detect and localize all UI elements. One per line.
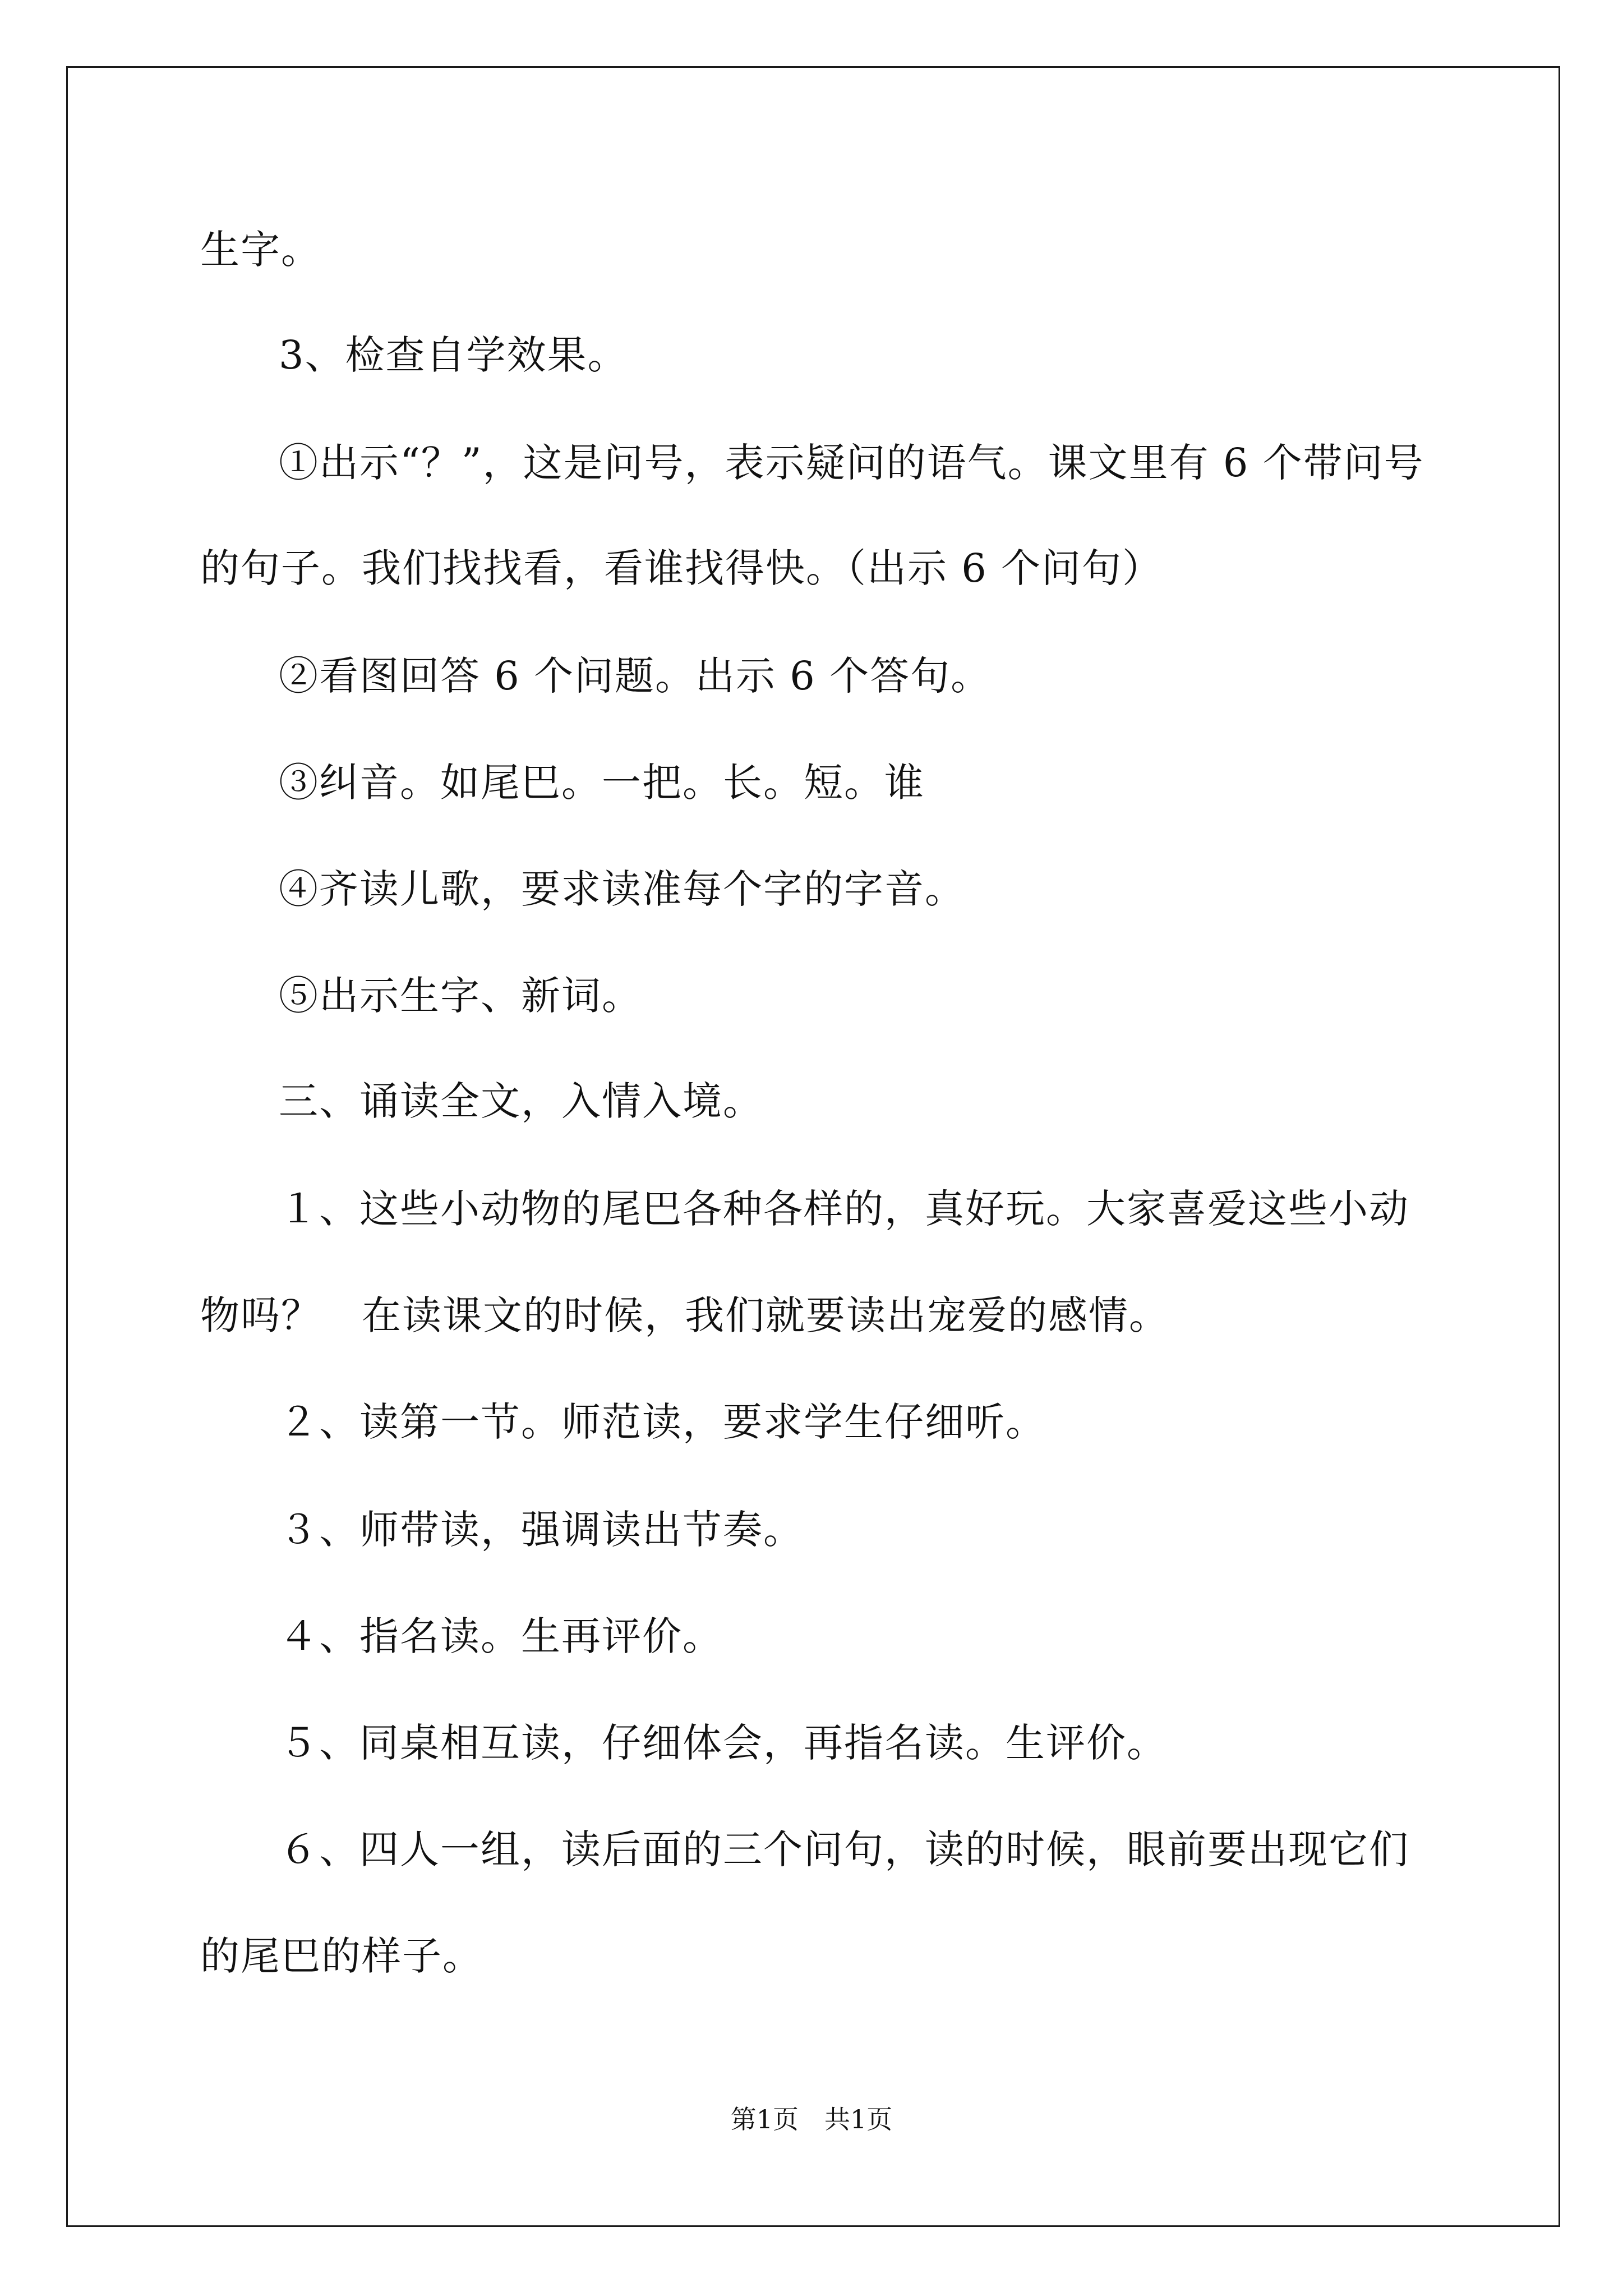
text-line: ③纠音。如尾巴。一把。长。短。谁: [279, 760, 925, 806]
text-line: 三、诵读全文，入情入境。: [279, 1078, 763, 1124]
text-line: ①出示“？”，这是问号，表示疑问的语气。课文里有 6 个带问号: [279, 440, 1424, 486]
text-line: 的尾巴的样子。: [200, 1933, 483, 1979]
text-line: ４、指名读。生再评价。: [279, 1613, 723, 1659]
text-line: ⑤出示生字、新词。: [279, 973, 642, 1019]
page-border: [66, 66, 1560, 2227]
text-line: ３、师带读，强调读出节奏。: [279, 1507, 804, 1553]
text-line: 的句子。我们找找看，看谁找得快。（出示 6 个问句）: [200, 545, 1163, 591]
page-footer: 第1页 共1页: [730, 2104, 893, 2134]
text-line: 物吗？ 在读课文的时候，我们就要读出宠爱的感情。: [200, 1292, 1169, 1338]
text-line: 3、检查自学效果。: [279, 332, 628, 378]
text-line: １、这些小动物的尾巴各种各样的，真好玩。大家喜爱这些小动: [279, 1186, 1409, 1232]
text-line: ６、四人一组，读后面的三个问句，读的时候，眼前要出现它们: [279, 1826, 1409, 1872]
text-line: ５、同桌相互读，仔细体会，再指名读。生评价。: [279, 1720, 1167, 1766]
text-line: ２、读第一节。师范读，要求学生仔细听。: [279, 1399, 1046, 1445]
text-line: 生字。: [200, 227, 321, 273]
text-line: ④齐读儿歌，要求读准每个字的字音。: [279, 866, 965, 912]
text-line: ②看图回答 6 个问题。出示 6 个答句。: [279, 653, 992, 699]
